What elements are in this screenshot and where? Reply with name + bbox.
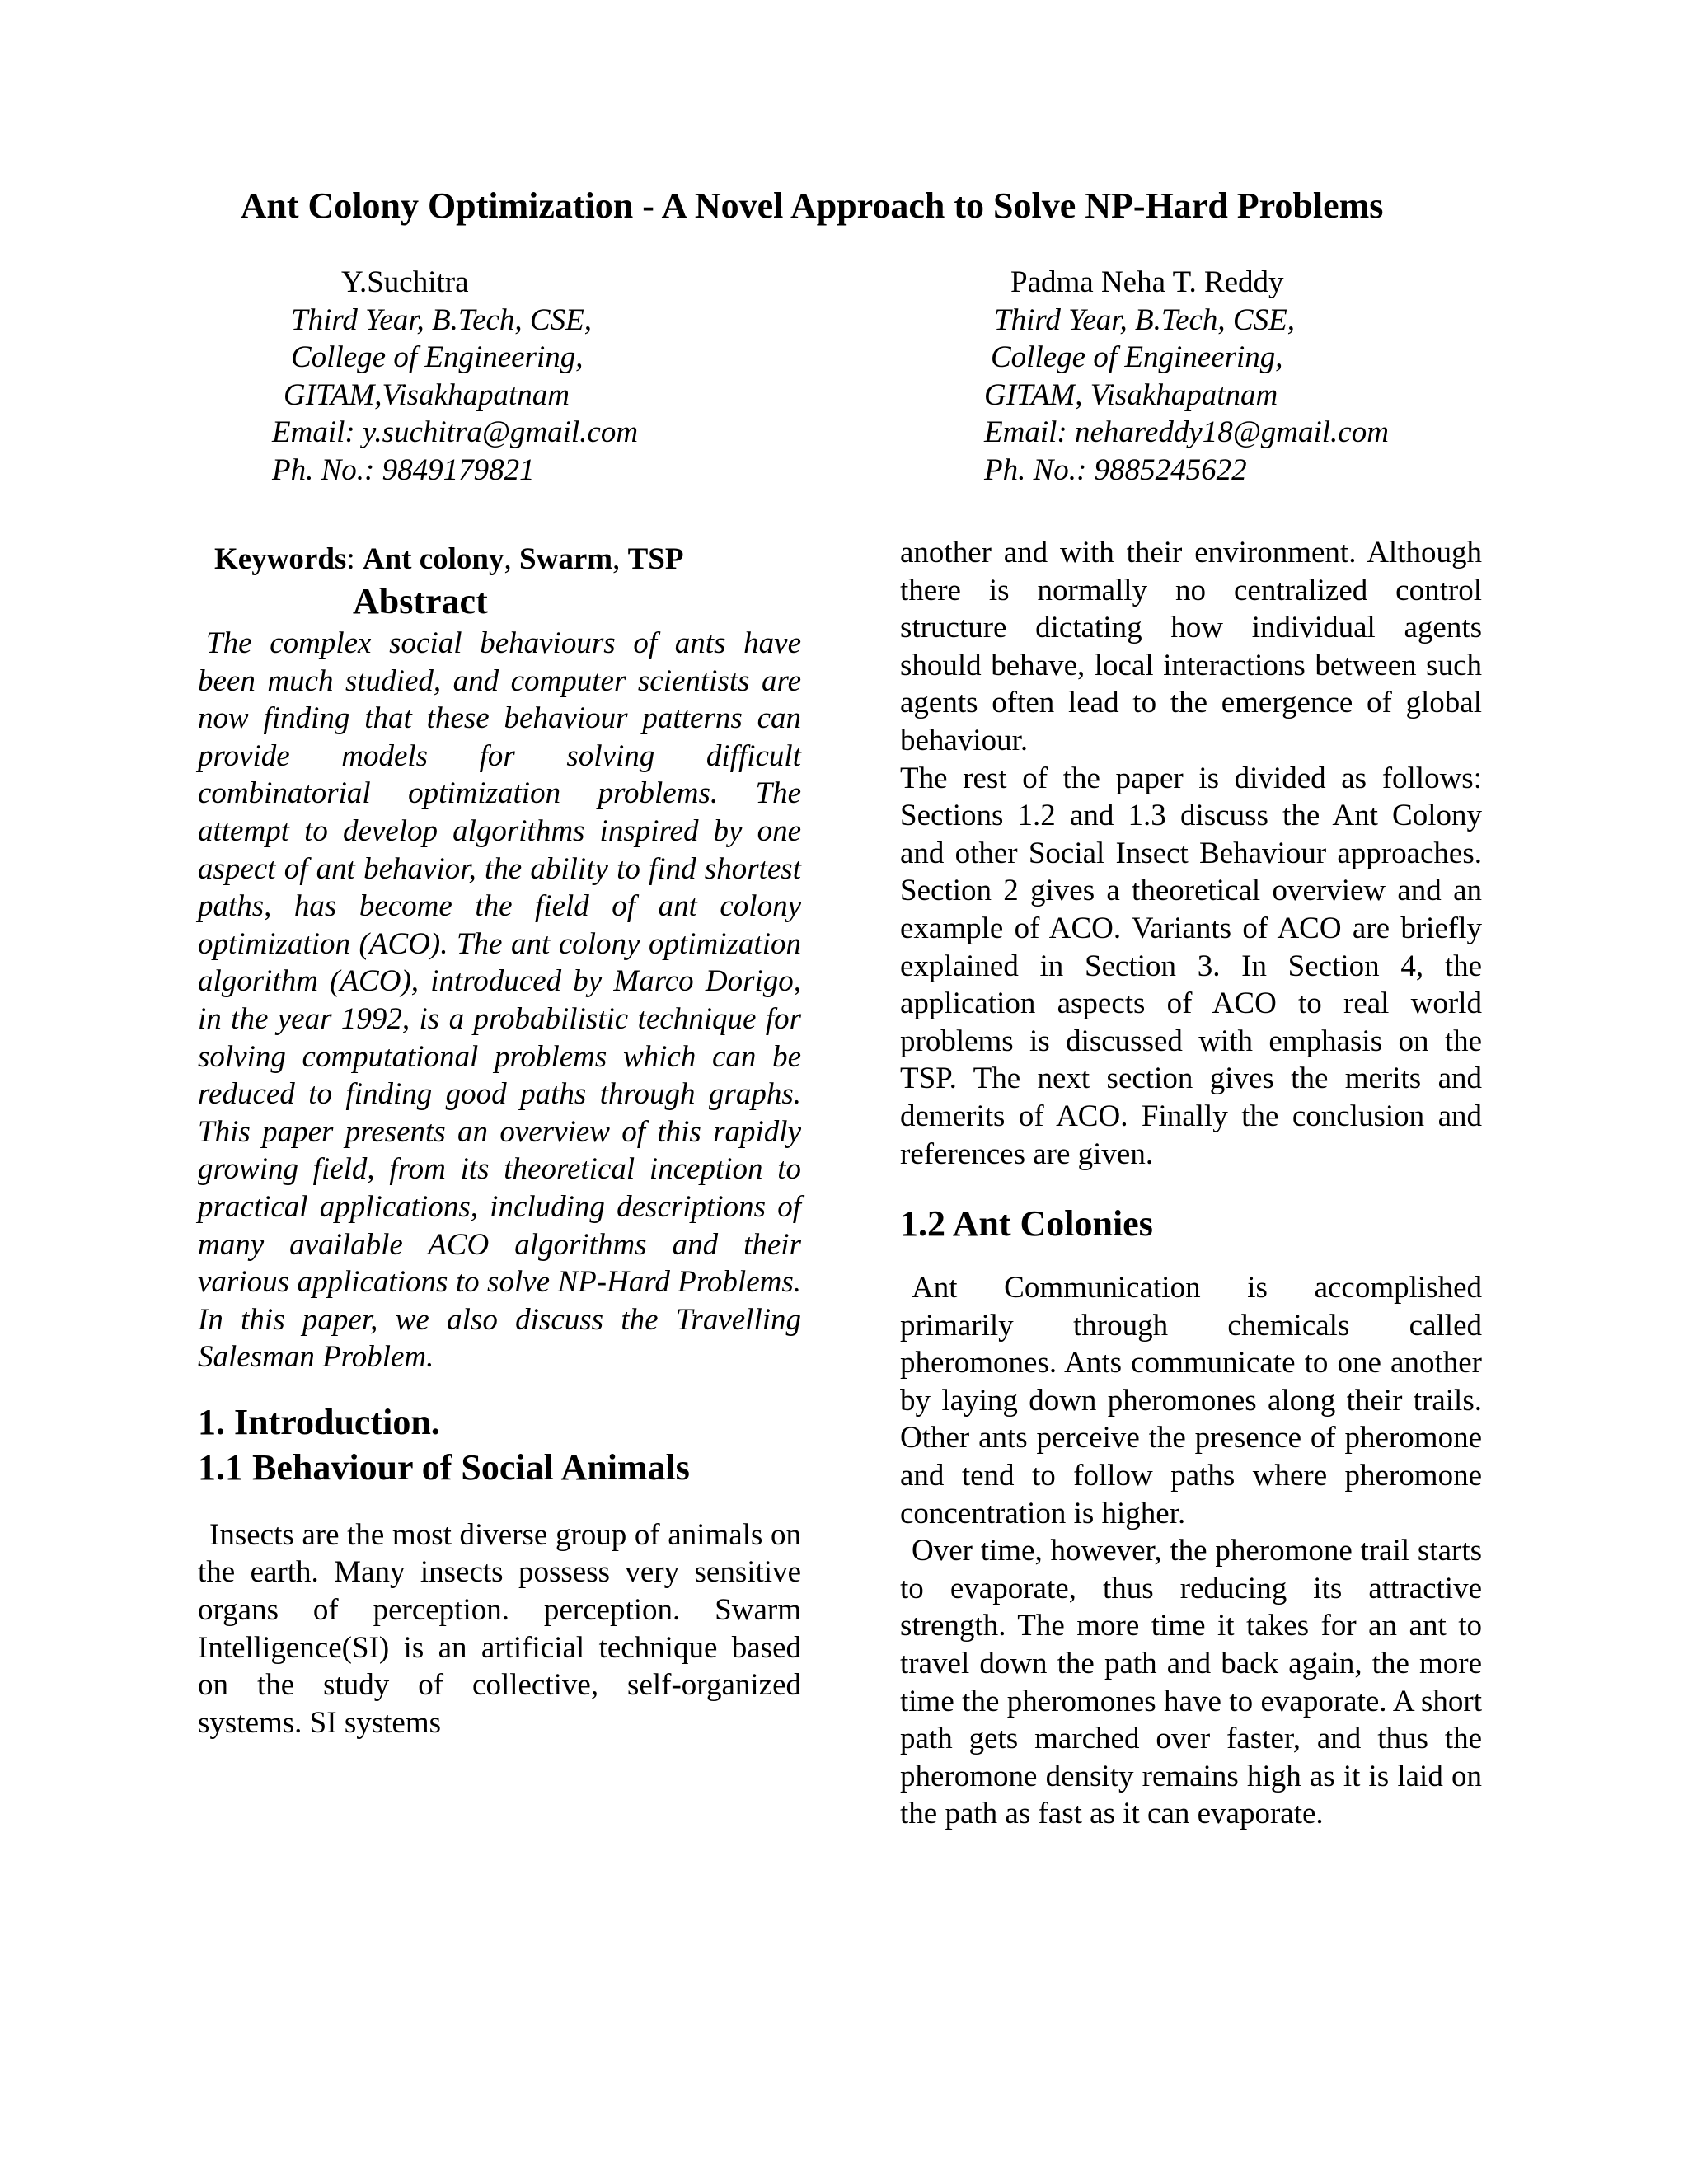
author-email: Email: nehareddy18@gmail.com xyxy=(984,415,1389,449)
section-1-2-paragraph-2: Over time, however, the pheromone trail starts to evaporate, thus reducing its attractive strength. The more time it takes for an ant to travel down the path and back again, the more time the pheromones have to evaporate. A short path gets marched over faster, and thus the pheromone density remains high as it is laid on the path as fast as it can evaporate. xyxy=(900,1534,1482,1831)
section-1-1-paragraph: Insects are the most diverse group of animals on the earth. Many insects possess very sensitive organs of perception. perception. Swarm Intelligence(SI) is an artificial technique based on the study of collective, self-organized systems. SI systems xyxy=(198,1517,801,1740)
author-institution: GITAM, Visakhapatnam xyxy=(984,377,1278,412)
author-college: College of Engineering, xyxy=(991,340,1283,374)
section-heading-1-1: 1.1 Behaviour of Social Animals xyxy=(198,1446,690,1488)
section-heading-1-2: 1.2 Ant Colonies xyxy=(900,1203,1153,1244)
left-column xyxy=(198,541,801,1741)
author-year: Third Year, B.Tech, CSE, xyxy=(291,302,592,337)
section-1-1-continuation: another and with their environment. Although there is normally no centralized control structure dictating how individual agents should behave, local interactions between such agents often lead to the emergence of global behaviour. xyxy=(900,536,1482,757)
abstract-text: The complex social behaviours of ants have been much studied, and computer scientists are now finding that these behaviour patterns can provide models for solving difficult combinatorial optimization problems. The attempt to develop algorithms inspired by one aspect of ant behavior, the ability to find shortest paths, has become the field of ant colony optimization (ACO). The ant colony optimization algorithm (ACO), introduced by Marco Dorigo, in the year 1992, is a probabilistic technique for solving computational problems which can be reduced to finding good paths through graphs. This paper presents an overview of this rapidly growing field, from its theoretical inception to practical applications, including descriptions of many available ACO algorithms and their various applications to solve NP-Hard Problems. In this paper, we also discuss the Travelling Salesman Problem. xyxy=(198,626,801,1375)
author-block-1 xyxy=(272,264,638,489)
right-column xyxy=(900,534,1482,1833)
keyword-item: Ant colony xyxy=(362,542,504,576)
author-name: Padma Neha T. Reddy xyxy=(1010,265,1284,299)
paper-title: Ant Colony Optimization - A Novel Approach to Solve NP-Hard Problems xyxy=(240,185,1384,226)
keyword-sep: , xyxy=(504,542,520,576)
keyword-item: TSP xyxy=(627,542,684,576)
section-1-2-paragraph-1: Ant Communication is accomplished primarily through chemicals called pheromones. Ants communicate to one another by laying down pheromones along their trails. Other ants perceive the presence of pheromone and tend to follow paths where pheromone concentration is higher. xyxy=(900,1271,1482,1530)
keyword-sep: , xyxy=(612,542,628,576)
keywords-separator: : xyxy=(346,542,363,576)
section-heading-introduction: 1. Introduction. xyxy=(198,1401,440,1442)
paper-outline-paragraph: The rest of the paper is divided as follows: Sections 1.2 and 1.3 discuss the Ant Colony and other Social Insect Behaviour approaches. Section 2 gives a theoretical overview and an example of ACO. Variants of ACO are briefly explained in Section 3. In Section 4, the application aspects of ACO to real world problems is discussed with emphasis on the TSP. The next section gives the merits and demerits of ACO. Finally the conclusion and references are given. xyxy=(900,761,1482,1171)
author-phone: Ph. No.: 9849179821 xyxy=(272,452,535,487)
keywords-line xyxy=(198,541,801,579)
keyword-item: Swarm xyxy=(519,542,613,576)
keywords-label: Keywords xyxy=(214,542,347,576)
author-year: Third Year, B.Tech, CSE, xyxy=(994,302,1295,337)
author-block-2 xyxy=(978,264,1389,489)
author-email: Email: y.suchitra@gmail.com xyxy=(272,415,639,449)
author-phone: Ph. No.: 9885245622 xyxy=(984,452,1247,487)
author-institution: GITAM,Visakhapatnam xyxy=(284,377,570,412)
author-name: Y.Suchitra xyxy=(341,265,469,299)
abstract-heading: Abstract xyxy=(353,581,488,621)
author-college: College of Engineering, xyxy=(291,340,584,374)
